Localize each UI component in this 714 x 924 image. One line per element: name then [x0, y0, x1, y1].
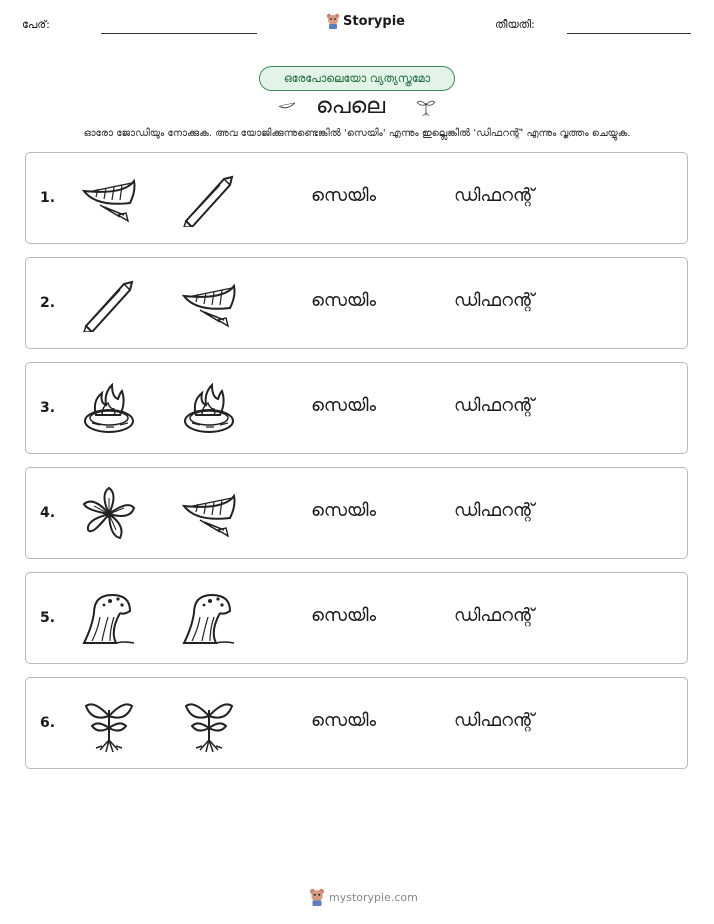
different-option[interactable]: ഡിഫറന്റ് [454, 605, 535, 626]
footer-url: mystorypie.com [329, 890, 418, 904]
title-row [0, 92, 714, 122]
item-row [25, 677, 688, 769]
storypie-logo [326, 13, 405, 29]
item-number: 6. [40, 715, 56, 731]
item-number: 5. [40, 610, 56, 626]
different-option[interactable]: ഡിഫറന്റ് [454, 185, 535, 206]
canoe-icon [80, 171, 138, 227]
item-row [25, 152, 688, 244]
item-row [25, 467, 688, 559]
canoe-icon [272, 98, 302, 116]
campfire-icon [180, 381, 238, 437]
instructions: ഓരോ ജോഡിയും നോക്കുക. അവ യോജിക്കുന്നുണ്ടെങ്കിൽ 'സെയിം' എന്നും ഇല്ലെങ്കിൽ 'ഡിഫറന്റ്' എന്നും വൃത്തം ചെയ്യുക. [83, 128, 631, 139]
different-option[interactable]: ഡിഫറന്റ് [454, 500, 535, 521]
name-label: പേര്: [22, 18, 50, 31]
canoe-icon [180, 276, 238, 332]
brand-name: Storypie [343, 13, 405, 29]
different-option[interactable]: ഡിഫറന്റ് [454, 395, 535, 416]
sprout-icon [80, 696, 138, 752]
date-line[interactable] [567, 33, 691, 34]
item-number: 3. [40, 400, 56, 416]
bear-logo-icon [309, 888, 325, 906]
name-line[interactable] [101, 33, 257, 34]
different-option[interactable]: ഡിഫറന്റ് [454, 290, 535, 311]
same-option[interactable]: സെയിം [311, 185, 377, 206]
waterfall-icon [80, 591, 138, 647]
item-number: 4. [40, 505, 56, 521]
same-option[interactable]: സെയിം [311, 605, 377, 626]
item-number: 1. [40, 190, 56, 206]
canoe-icon [180, 486, 238, 542]
same-option[interactable]: സെയിം [311, 710, 377, 731]
same-option[interactable]: സെയിം [311, 500, 377, 521]
same-option[interactable]: സെയിം [311, 395, 377, 416]
item-row [25, 257, 688, 349]
worksheet-type-badge: ഒരേപോലെയോ വ്യത്യസ്തമോ [259, 66, 455, 91]
same-option[interactable]: സെയിം [311, 290, 377, 311]
sprout-icon [415, 92, 437, 120]
item-row [25, 572, 688, 664]
page-title: പെലെ [316, 94, 386, 119]
flower-icon [80, 486, 138, 542]
pencil-icon [80, 276, 138, 332]
item-number: 2. [40, 295, 56, 311]
sprout-icon [180, 696, 238, 752]
footer [309, 888, 418, 906]
bear-logo-icon [326, 13, 340, 29]
item-row [25, 362, 688, 454]
campfire-icon [80, 381, 138, 437]
date-label: തീയതി: [495, 18, 535, 31]
waterfall-icon [180, 591, 238, 647]
different-option[interactable]: ഡിഫറന്റ് [454, 710, 535, 731]
pencil-icon [180, 171, 238, 227]
